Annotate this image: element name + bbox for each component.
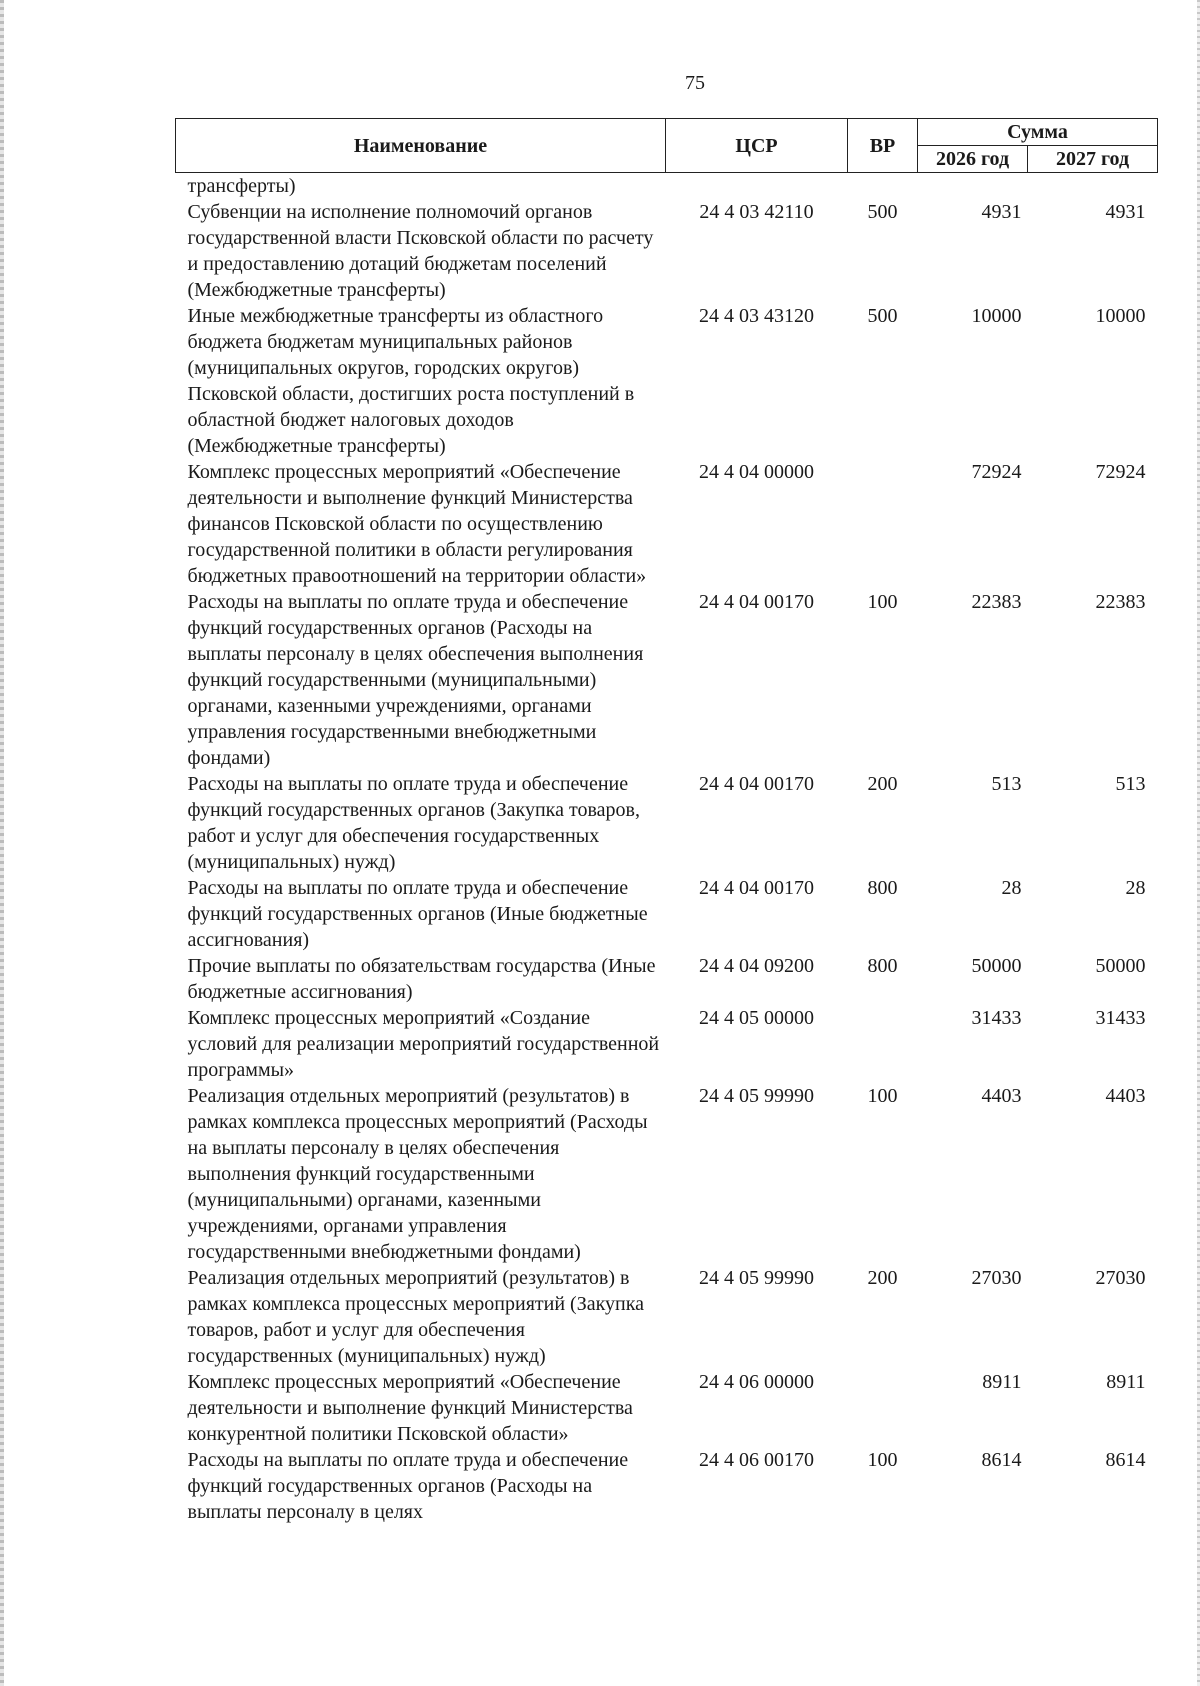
cell-csr: 24 4 05 00000 [699,1007,814,1029]
cell-y2: 10000 [1095,305,1146,327]
cell-name: трансферты) [187,175,296,197]
budget-table [175,118,1158,1525]
cell-csr [666,173,848,200]
cell-name: Расходы на выплаты по оплате труда и обеспечение функций государственных органов (Иные бюджетные ассигнования) [187,877,648,951]
cell-name: Реализация отдельных мероприятий (результатов) в рамках комплекса процессных мероприятий (Закупка товаров, работ и услуг для обеспечения государственных (муниципальных) нужд) [187,1267,645,1367]
cell-name: Расходы на выплаты по оплате труда и обеспечение функций государственных органов (Расходы на выплаты персоналу в целях [187,1449,629,1523]
cell-y1: 27030 [971,1267,1022,1289]
cell-y1: 8614 [981,1449,1022,1471]
table-row [176,771,1158,875]
cell-y2: 22383 [1095,591,1146,613]
cell-csr: 24 4 04 00170 [699,591,814,613]
scan-edge-left [0,0,4,1686]
cell-vr: 100 [867,1449,898,1471]
cell-vr [848,1369,918,1447]
cell-y1: 72924 [971,461,1022,483]
header-csr: ЦСР [666,119,848,173]
cell-vr: 200 [867,1267,898,1289]
cell-csr: 24 4 04 00170 [699,877,814,899]
cell-csr: 24 4 04 09200 [699,955,814,977]
cell-y1: 513 [991,773,1022,795]
cell-vr [848,1005,918,1083]
header-vr: ВР [848,119,918,173]
cell-y2: 31433 [1095,1007,1146,1029]
cell-y1: 22383 [971,591,1022,613]
cell-y1: 4403 [981,1085,1022,1107]
table-row [176,173,1158,200]
table-row [176,1083,1158,1265]
cell-vr: 200 [867,773,898,795]
header-name: Наименование [176,119,666,173]
cell-y2: 27030 [1095,1267,1146,1289]
table-row [176,1369,1158,1447]
cell-y2 [1028,173,1158,200]
table-row [176,953,1158,1005]
cell-name: Комплекс процессных мероприятий «Обеспечение деятельности и выполнение функций Министерства конкурентной политики Псковской области» [187,1371,633,1445]
cell-name: Иные межбюджетные трансферты из областного бюджета бюджетам муниципальных районов (муниципальных округов, городских округов) Псковской области, достигших роста поступлений в областной бюджет налоговых доходов (Межбюджетные трансферты) [187,305,635,457]
cell-y2: 4931 [1105,201,1146,223]
cell-y1: 50000 [971,955,1022,977]
cell-y2: 8614 [1105,1449,1146,1471]
cell-y1: 8911 [982,1371,1022,1393]
cell-vr [848,173,918,200]
cell-y1: 28 [1001,877,1022,899]
cell-name: Расходы на выплаты по оплате труда и обеспечение функций государственных органов (Закупка товаров, работ и услуг для обеспечения государственных (муниципальных) нужд) [187,773,640,873]
cell-vr: 500 [867,305,898,327]
cell-y2: 50000 [1095,955,1146,977]
cell-csr: 24 4 06 00000 [699,1371,814,1393]
table-header [176,119,1158,173]
table-row [176,875,1158,953]
table-body [176,173,1158,1526]
table-row [176,1265,1158,1369]
cell-y2: 28 [1125,877,1146,899]
cell-name: Субвенции на исполнение полномочий органов государственной власти Псковской области по расчету и предоставлению дотаций бюджетам поселений (Межбюджетные трансферты) [187,201,654,301]
cell-name: Прочие выплаты по обязательствам государства (Иные бюджетные ассигнования) [187,955,656,1003]
cell-vr: 800 [867,877,898,899]
cell-csr: 24 4 03 42110 [699,201,814,223]
header-year-2026: 2026 год [918,146,1028,173]
cell-y1 [918,173,1028,200]
cell-vr: 100 [867,591,898,613]
header-sum: Сумма [918,119,1158,146]
cell-csr: 24 4 04 00000 [699,461,814,483]
table-row [176,589,1158,771]
cell-csr: 24 4 06 00170 [699,1449,814,1471]
cell-y2: 513 [1115,773,1146,795]
cell-name: Реализация отдельных мероприятий (результатов) в рамках комплекса процессных мероприятий (Расходы на выплаты персоналу в целях обеспечения выполнения функций государственными (муниципальными) органами, казенными учреждениями, органами управления государственными внебюджетными фондами) [187,1085,648,1263]
cell-vr: 800 [867,955,898,977]
cell-csr: 24 4 05 99990 [699,1267,814,1289]
table-row [176,459,1158,589]
cell-name: Расходы на выплаты по оплате труда и обеспечение функций государственных органов (Расходы на выплаты персоналу в целях обеспечения выполнения функций государственными (муниципальными) органами, казенными учреждениями, органами управления государственными внебюджетными фондами) [187,591,644,769]
cell-name: Комплекс процессных мероприятий «Обеспечение деятельности и выполнение функций Министерства финансов Псковской области по осуществлению государственной политики в области регулирования бюджетных правоотношений на территории области» [187,461,647,587]
table-row [176,199,1158,303]
cell-y2: 72924 [1095,461,1146,483]
table-row [176,1447,1158,1525]
cell-vr: 500 [867,201,898,223]
cell-y1: 10000 [971,305,1022,327]
cell-y1: 4931 [981,201,1022,223]
table-row [176,1005,1158,1083]
cell-y2: 4403 [1105,1085,1146,1107]
cell-vr [848,459,918,589]
cell-csr: 24 4 05 99990 [699,1085,814,1107]
cell-csr: 24 4 03 43120 [699,305,814,327]
header-year-2027: 2027 год [1028,146,1158,173]
cell-name: Комплекс процессных мероприятий «Создание условий для реализации мероприятий государственной программы» [187,1007,660,1081]
cell-y1: 31433 [971,1007,1022,1029]
table-row [176,303,1158,459]
page-number: 75 [685,72,705,94]
cell-vr: 100 [867,1085,898,1107]
cell-csr: 24 4 04 00170 [699,773,814,795]
cell-y2: 8911 [1106,1371,1146,1393]
